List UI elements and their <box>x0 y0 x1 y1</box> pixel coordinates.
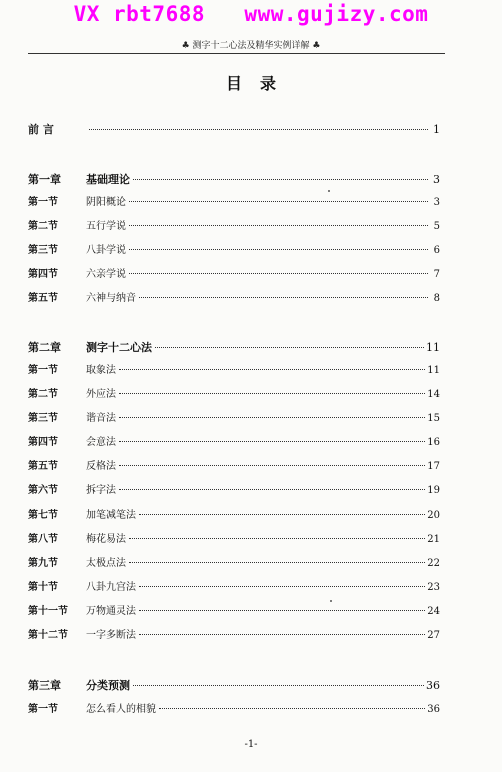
toc-entry-page: 7 <box>433 269 440 280</box>
toc-entry-section[interactable] <box>28 556 440 572</box>
toc-entry-number: 第四节 <box>28 437 58 448</box>
dot-leader <box>159 708 425 709</box>
toc-entry-page: 11 <box>427 365 440 376</box>
toc-entry-page: 16 <box>427 437 440 448</box>
dot-leader <box>129 249 428 250</box>
toc-entry-section[interactable] <box>28 459 440 475</box>
dot-leader <box>139 634 425 635</box>
toc-entry-number: 前 言 <box>28 123 54 136</box>
dot-leader <box>119 441 425 442</box>
dot-leader <box>139 514 425 515</box>
toc-entry-number: 第一节 <box>28 704 58 715</box>
toc-entry-title: 怎么看人的相貌 <box>86 704 156 715</box>
toc-entry-number: 第九节 <box>28 558 58 569</box>
header-rule <box>28 53 445 54</box>
toc-entry-page: 6 <box>433 245 440 256</box>
toc-entry-section[interactable] <box>28 580 440 596</box>
dot-leader <box>119 369 425 370</box>
toc-entry-page: 5 <box>433 221 440 232</box>
toc-entry-section[interactable] <box>28 532 440 548</box>
toc-entry-page: 19 <box>427 485 440 496</box>
toc-entry-section[interactable] <box>28 291 440 307</box>
toc-entry-number: 第三章 <box>28 679 61 692</box>
toc-entry-section[interactable] <box>28 267 440 283</box>
dot-leader <box>129 562 425 563</box>
toc-entry-section[interactable] <box>28 411 440 427</box>
dot-leader <box>119 393 425 394</box>
toc-entry-number: 第十一节 <box>28 606 68 617</box>
toc-entry-number: 第八节 <box>28 534 58 545</box>
toc-entry-preface[interactable] <box>28 122 440 138</box>
dot-leader <box>139 610 425 611</box>
running-head: ♣ 测字十二心法及精华实例详解 ♣ <box>181 41 321 51</box>
toc-entry-title: 八卦九宫法 <box>86 582 136 593</box>
toc-entry-number: 第四节 <box>28 269 58 280</box>
dot-leader <box>89 129 428 130</box>
toc-entry-section[interactable] <box>28 363 440 379</box>
toc-entry-page: 1 <box>433 123 440 136</box>
toc-entry-section[interactable] <box>28 604 440 620</box>
dot-leader <box>119 489 425 490</box>
dot-leader <box>129 538 425 539</box>
toc-entry-page: 14 <box>427 389 440 400</box>
toc-entry-page: 3 <box>433 197 440 208</box>
toc-entry-page: 21 <box>427 534 440 545</box>
toc-entry-section[interactable] <box>28 508 440 524</box>
toc-entry-title: 取象法 <box>86 365 116 376</box>
toc-entry-number: 第二节 <box>28 389 58 400</box>
toc-entry-section[interactable] <box>28 702 440 718</box>
toc-entry-page: 27 <box>427 630 440 641</box>
toc-entry-number: 第五节 <box>28 293 58 304</box>
toc-entry-number: 第三节 <box>28 245 58 256</box>
toc-entry-number: 第二章 <box>28 341 61 354</box>
toc-entry-title: 加笔减笔法 <box>86 510 136 521</box>
toc-entry-section[interactable] <box>28 243 440 259</box>
toc-entry-title: 测字十二心法 <box>86 341 152 354</box>
toc-entry-section[interactable] <box>28 628 440 644</box>
toc-entry-title: 外应法 <box>86 389 116 400</box>
toc-title: 目录 <box>225 74 294 93</box>
toc-entry-number: 第五节 <box>28 461 58 472</box>
toc-entry-title: 谐音法 <box>86 413 116 424</box>
toc-entry-number: 第二节 <box>28 221 58 232</box>
toc-entry-title: 基础理论 <box>86 173 130 186</box>
toc-entry-number: 第三节 <box>28 413 58 424</box>
toc-entry-title: 会意法 <box>86 437 116 448</box>
toc-entry-number: 第十二节 <box>28 630 68 641</box>
toc-entry-number: 第一章 <box>28 173 61 186</box>
toc-entry-page: 36 <box>427 704 440 715</box>
toc-entry-page: 8 <box>433 293 440 304</box>
toc-entry-title: 五行学说 <box>86 221 126 232</box>
toc-entry-title: 万物通灵法 <box>86 606 136 617</box>
toc-entry-chapter-3[interactable] <box>28 678 440 694</box>
toc-entry-page: 22 <box>427 558 440 569</box>
toc-entry-page: 17 <box>427 461 440 472</box>
toc-entry-section[interactable] <box>28 387 440 403</box>
toc-entry-section[interactable] <box>28 435 440 451</box>
watermark-text: VX rbt7688 www.gujizy.com <box>73 2 429 26</box>
toc-entry-title: 分类预测 <box>86 679 130 692</box>
toc-entry-page: 3 <box>433 173 440 186</box>
scan-speck <box>330 600 332 602</box>
toc-entry-title: 六神与纳音 <box>86 293 136 304</box>
dot-leader <box>119 417 425 418</box>
dot-leader <box>133 179 428 180</box>
toc-entry-title: 一字多断法 <box>86 630 136 641</box>
dot-leader <box>133 685 424 686</box>
toc-entry-number: 第一节 <box>28 197 58 208</box>
dot-leader <box>139 586 425 587</box>
toc-entry-page: 20 <box>427 510 440 521</box>
toc-entry-title: 反格法 <box>86 461 116 472</box>
scan-speck <box>328 190 330 192</box>
toc-entry-number: 第七节 <box>28 510 58 521</box>
toc-entry-section[interactable] <box>28 195 440 211</box>
toc-entry-title: 太极点法 <box>86 558 126 569</box>
dot-leader <box>129 273 428 274</box>
toc-entry-number: 第十节 <box>28 582 58 593</box>
toc-entry-page: 11 <box>426 341 440 354</box>
toc-entry-title: 梅花易法 <box>86 534 126 545</box>
toc-entry-title: 八卦学说 <box>86 245 126 256</box>
dot-leader <box>129 225 428 226</box>
toc-entry-section[interactable] <box>28 219 440 235</box>
toc-entry-page: 24 <box>427 606 440 617</box>
dot-leader <box>139 297 428 298</box>
toc-entry-page: 15 <box>427 413 440 424</box>
dot-leader <box>119 465 425 466</box>
toc-entry-section[interactable] <box>28 483 440 499</box>
toc-entry-title: 拆字法 <box>86 485 116 496</box>
toc-entry-title: 六亲学说 <box>86 269 126 280</box>
page-number: -1- <box>244 739 258 750</box>
dot-leader <box>129 201 428 202</box>
toc-entry-page: 23 <box>427 582 440 593</box>
toc-entry-number: 第一节 <box>28 365 58 376</box>
toc-entry-chapter-2[interactable] <box>28 340 440 356</box>
toc-entry-title: 阴阳概论 <box>86 197 126 208</box>
toc-entry-page: 36 <box>426 679 440 692</box>
toc-entry-number: 第六节 <box>28 485 58 496</box>
dot-leader <box>155 347 424 348</box>
toc-entry-chapter-1[interactable] <box>28 172 440 188</box>
